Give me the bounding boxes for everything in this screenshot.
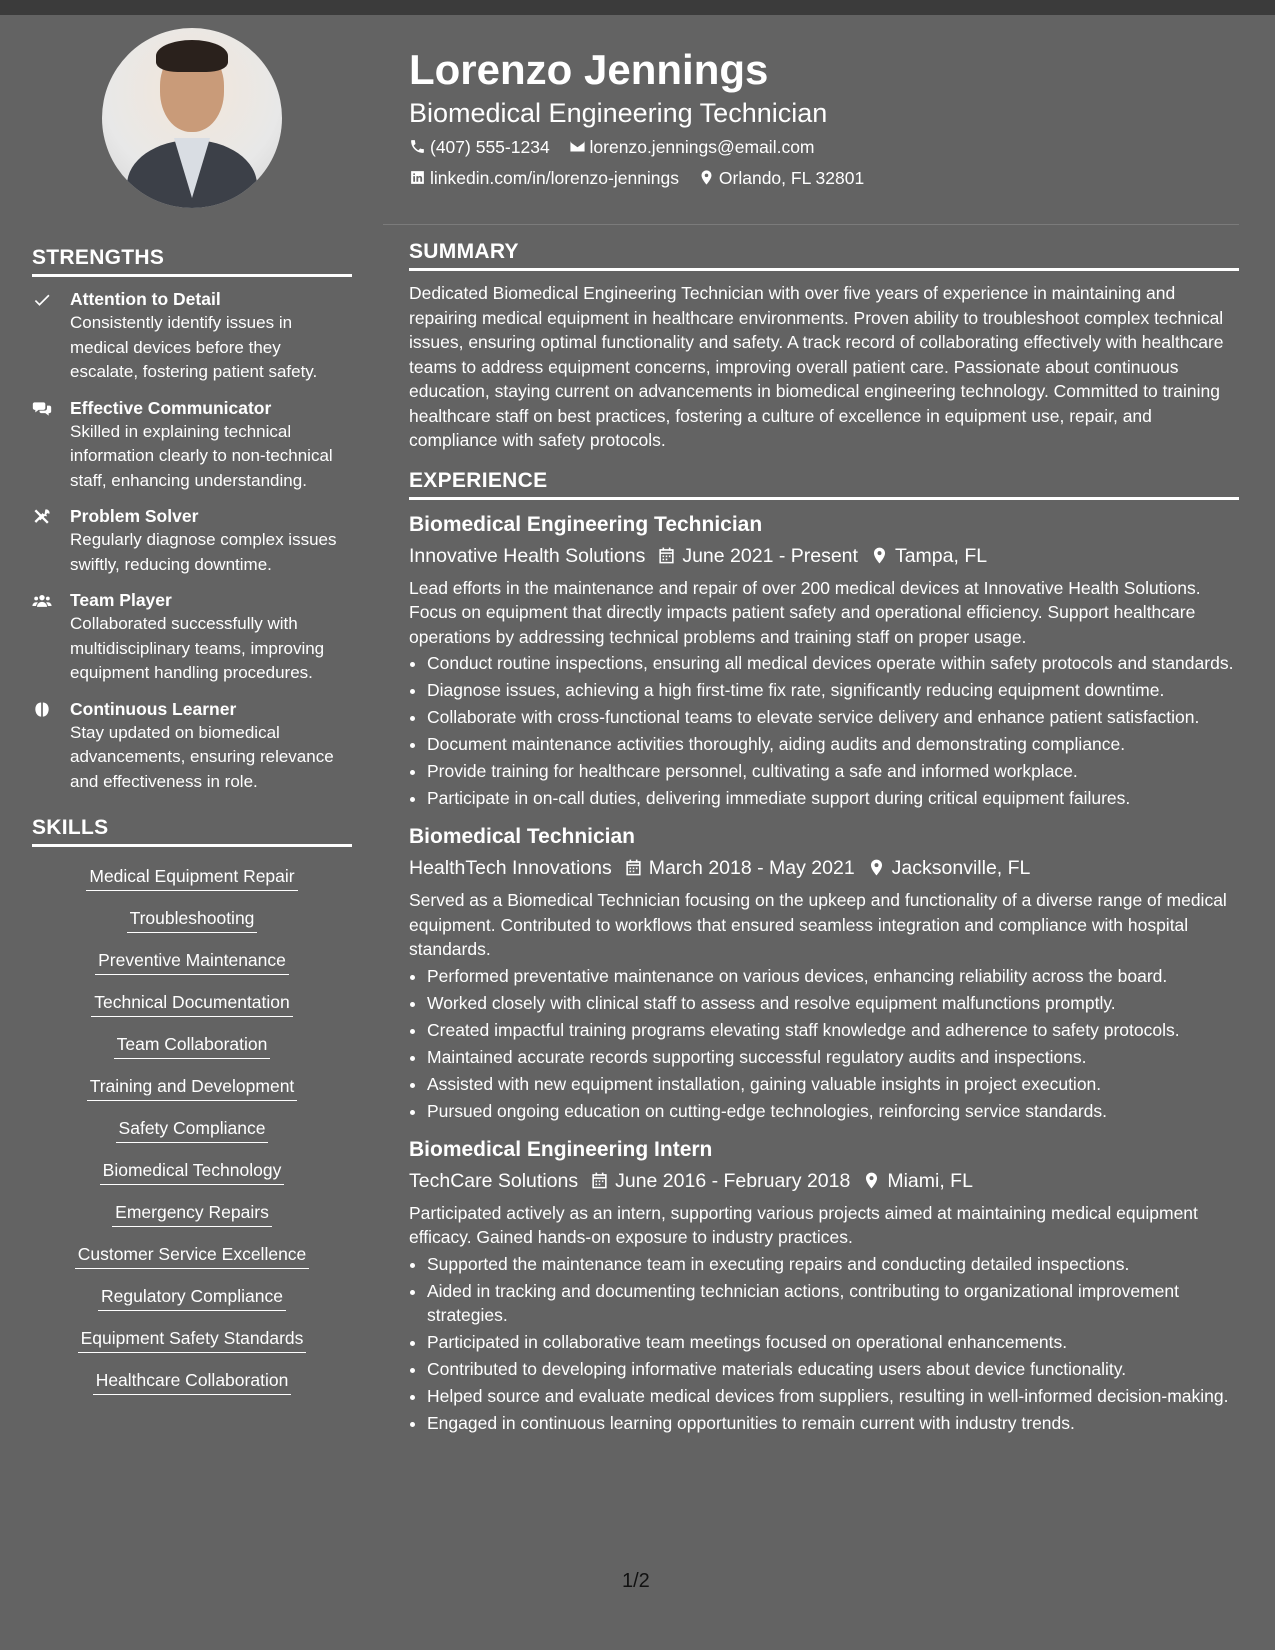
- strength-item: [32, 396, 352, 494]
- strength-title: Attention to Detail: [70, 289, 221, 309]
- strength-title: Effective Communicator: [70, 397, 272, 418]
- strength-item: [32, 504, 352, 577]
- job-list: [409, 510, 1239, 1435]
- job-bullet: • Conduct routine inspections, ensuring all medical devices operate within safety protocols and standards.: [427, 651, 1239, 675]
- skill-row: [32, 1069, 352, 1111]
- strength-title: Continuous Learner: [70, 698, 237, 719]
- phone-item: [409, 137, 555, 157]
- strength-item: [32, 697, 352, 795]
- skill-item: Biomedical Technology: [100, 1158, 285, 1185]
- job-title: Biomedical Engineering Intern: [409, 1137, 713, 1161]
- check-icon: [32, 287, 70, 385]
- skill-item: Preventive Maintenance: [95, 948, 289, 975]
- skill-row: [32, 1195, 352, 1237]
- summary-heading: SUMMARY: [409, 240, 1239, 271]
- job-meta: [409, 540, 1239, 572]
- skill-item: Troubleshooting: [127, 906, 258, 933]
- header-divider: [383, 224, 1239, 225]
- users-icon: [32, 588, 70, 686]
- top-bar: [0, 0, 1275, 15]
- job-entry: [409, 510, 1239, 811]
- skill-row: [32, 1363, 352, 1405]
- skill-row: [32, 859, 352, 901]
- strength-list: [32, 287, 352, 794]
- job-description: Served as a Biomedical Technician focusing on the upkeep and functionality of a diverse range of medical equipment. Contributed to workflows that ensured seamless integration and compliance with hospital standards.: [409, 890, 1227, 959]
- skill-row: [32, 1279, 352, 1321]
- job-location: Jacksonville, FL: [891, 857, 1031, 879]
- skill-row: [32, 1111, 352, 1153]
- skill-item: Emergency Repairs: [112, 1200, 272, 1227]
- phone-icon: [409, 138, 426, 155]
- email-item[interactable]: [569, 137, 815, 157]
- job-bullet: • Pursued ongoing education on cutting-edge technologies, reinforcing service standards.: [427, 1099, 1239, 1123]
- job-title: Biomedical Technician: [409, 825, 636, 848]
- location-text: Orlando, FL 32801: [718, 168, 865, 188]
- strength-body: [70, 504, 352, 577]
- job-bullet: • Collaborate with cross-functional teams to elevate service delivery and enhance patient satisfaction.: [427, 705, 1239, 729]
- skill-row: [32, 1027, 352, 1069]
- job-bullet: • Aided in tracking and documenting technician actions, contributing to organizational improvement strategies.: [427, 1279, 1239, 1327]
- job-bullet: • Engaged in continuous learning opportunities to remain current with industry trends.: [427, 1411, 1239, 1435]
- strength-item: [32, 588, 352, 686]
- job-bullets: [409, 964, 1239, 1123]
- job-bullet: • Supported the maintenance team in executing repairs and conducting detailed inspections.: [427, 1252, 1239, 1276]
- skill-row: [32, 1153, 352, 1195]
- strength-item: [32, 287, 352, 385]
- skill-row: [32, 943, 352, 985]
- strength-body: [70, 287, 352, 385]
- map-pin-icon: [850, 1170, 887, 1192]
- job-bullet: • Assisted with new equipment installation, gaining valuable insights in project execution.: [427, 1072, 1239, 1096]
- skill-item: Healthcare Collaboration: [93, 1368, 292, 1395]
- job-title: Biomedical Engineering Technician: [409, 512, 763, 536]
- chat-icon: [32, 396, 70, 494]
- map-pin-icon: [698, 169, 715, 186]
- skill-item: Equipment Safety Standards: [78, 1326, 307, 1353]
- strength-desc: Collaborated successfully with multidisciplinary teams, improving equipment handling procedures.: [70, 614, 325, 682]
- job-bullet: • Created impactful training programs elevating staff knowledge and adherence to safety protocols.: [427, 1018, 1239, 1042]
- skill-row: [32, 985, 352, 1027]
- experience-section: [409, 469, 1239, 1435]
- job-bullet: • Contributed to developing informative materials educating users about device functionality.: [427, 1357, 1239, 1381]
- job-description: Lead efforts in the maintenance and repair of over 200 medical devices at Innovative Health Solutions. Focus on equipment that directly impacts patient safety and operational efficiency. Support healthcare operations by addressing technical problems and training staff on proper usage.: [409, 577, 1201, 647]
- map-pin-icon: [858, 545, 895, 567]
- map-pin-icon: [855, 857, 892, 879]
- strength-desc: Regularly diagnose complex issues swiftly, reducing downtime.: [70, 530, 337, 574]
- job-bullet: • Provide training for healthcare personnel, cultivating a safe and informed workplace.: [427, 759, 1239, 783]
- linkedin-text: linkedin.com/in/lorenzo-jennings: [430, 168, 680, 188]
- strength-body: [70, 588, 352, 686]
- skill-row: [32, 1321, 352, 1363]
- skill-row: [32, 901, 352, 943]
- job-company: HealthTech Innovations: [409, 857, 612, 879]
- job-entry: [409, 822, 1239, 1123]
- strength-desc: Stay updated on biomedical advancements, ensuring relevance and effectiveness in role.: [70, 722, 334, 791]
- header: [409, 28, 1239, 194]
- job-dates: March 2018 - May 2021: [648, 857, 855, 879]
- skill-row: [32, 1237, 352, 1279]
- job-bullet: • Document maintenance activities thoroughly, aiding audits and demonstrating compliance.: [427, 732, 1239, 756]
- strength-title: Team Player: [70, 590, 172, 610]
- strength-desc: Consistently identify issues in medical devices before they escalate, fostering patient safety.: [70, 313, 318, 381]
- page-number: 1/2: [622, 1570, 650, 1592]
- job-bullets: [409, 1252, 1239, 1435]
- strengths-heading: STRENGTHS: [32, 246, 352, 277]
- summary-text: Dedicated Biomedical Engineering Technician with over five years of experience in maintaining and repairing medical equipment in healthcare environments. Proven ability to troubleshoot complex technical issues, ensuring optimal functionality and safety. A track record of collaborating effectively with healthcare teams to address equipment concerns, improving overall patient care. Passionate about continuous education, staying current on advancements in biomedical engineering technology. Committed to training healthcare staff on best practices, fostering a culture of excellence in equipment use, repair, and compliance with safety protocols.: [409, 283, 1224, 450]
- job-bullet: • Participated in collaborative team meetings focused on operational enhancements.: [427, 1330, 1239, 1354]
- sidebar: [32, 28, 352, 1405]
- job-company: Innovative Health Solutions: [409, 544, 646, 567]
- skill-item: Training and Development: [87, 1074, 298, 1101]
- strength-body: [70, 697, 352, 795]
- experience-heading: EXPERIENCE: [409, 469, 1239, 500]
- strength-body: [70, 396, 352, 494]
- contact-info: [409, 132, 1239, 194]
- phone-text: (407) 555-1234: [430, 137, 550, 157]
- skill-item: Medical Equipment Repair: [86, 864, 297, 891]
- candidate-name: Lorenzo Jennings: [409, 46, 769, 93]
- candidate-title: Biomedical Engineering Technician: [409, 98, 828, 128]
- job-bullet: • Helped source and evaluate medical devices from suppliers, resulting in well-informed decision-making.: [427, 1384, 1239, 1408]
- skill-item: Technical Documentation: [91, 990, 293, 1017]
- skill-item: Team Collaboration: [114, 1032, 271, 1059]
- job-bullet: • Performed preventative maintenance on various devices, enhancing reliability across the board.: [427, 964, 1239, 988]
- job-company: TechCare Solutions: [409, 1169, 579, 1192]
- job-bullet: • Maintained accurate records supporting successful regulatory audits and inspections.: [427, 1045, 1239, 1069]
- job-bullet: • Participate in on-call duties, delivering immediate support during critical equipment failures.: [427, 786, 1239, 810]
- skill-item: Safety Compliance: [116, 1116, 269, 1143]
- skill-list: [32, 857, 352, 1405]
- job-entry: [409, 1135, 1239, 1435]
- job-bullets: [409, 651, 1239, 810]
- calendar-icon: [612, 857, 649, 879]
- job-bullet: • Worked closely with clinical staff to assess and resolve equipment malfunctions promptly.: [427, 991, 1239, 1015]
- job-location: Miami, FL: [887, 1169, 973, 1192]
- job-location: Tampa, FL: [894, 544, 988, 567]
- location-item: [698, 168, 864, 188]
- brain-icon: [32, 697, 70, 795]
- strength-desc: Skilled in explaining technical information clearly to non-technical staff, enhancing understanding.: [70, 421, 333, 490]
- email-text: lorenzo.jennings@email.com: [589, 137, 815, 157]
- skills-section: [32, 816, 352, 1405]
- strengths-section: [32, 246, 352, 794]
- job-meta: [409, 852, 1239, 884]
- calendar-icon: [645, 545, 682, 567]
- job-description: Participated actively as an intern, supporting various projects aimed at maintaining medical equipment efficacy. Gained hands-on exposure to industry practices.: [409, 1202, 1198, 1247]
- linkedin-icon: [409, 169, 426, 186]
- job-meta: [409, 1165, 1239, 1197]
- job-dates: June 2021 - Present: [682, 544, 858, 567]
- job-bullet: • Diagnose issues, achieving a high first-time fix rate, significantly reducing equipment downtime.: [427, 678, 1239, 702]
- skill-item: Customer Service Excellence: [75, 1242, 310, 1269]
- calendar-icon: [578, 1170, 615, 1192]
- job-dates: June 2016 - February 2018: [615, 1169, 851, 1192]
- linkedin-item[interactable]: [409, 168, 684, 188]
- strength-title: Problem Solver: [70, 506, 199, 526]
- skill-item: Regulatory Compliance: [98, 1284, 286, 1311]
- skills-heading: SKILLS: [32, 816, 352, 847]
- profile-photo: [102, 28, 282, 208]
- envelope-icon: [569, 138, 586, 155]
- main-content: [409, 240, 1239, 1447]
- tools-icon: [32, 504, 70, 577]
